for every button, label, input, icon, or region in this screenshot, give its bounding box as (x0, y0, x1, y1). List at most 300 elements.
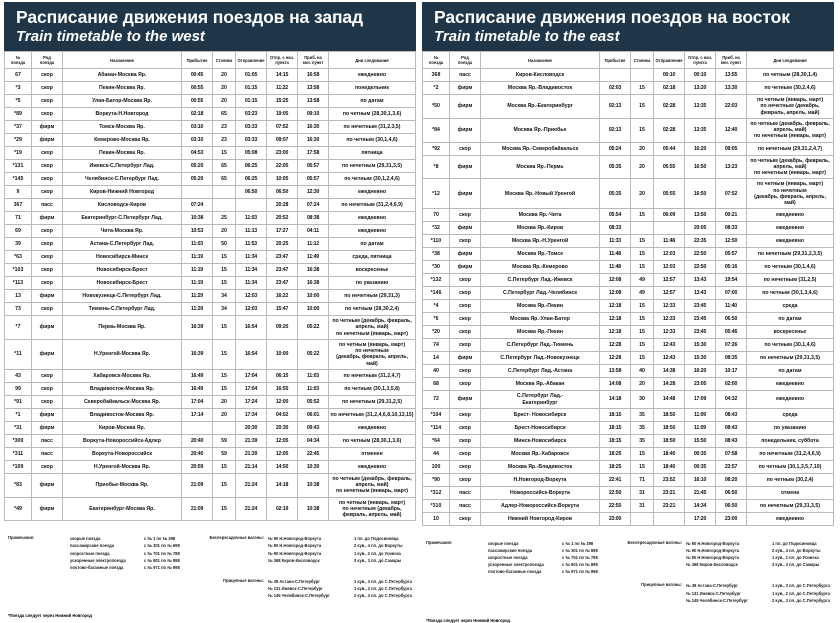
cell-train-number: 368 (423, 69, 450, 82)
through-cars-detail: 2 кув., 4 пл. до Воркуты (354, 543, 403, 549)
cell-arrive-final: 09:43 (298, 421, 329, 434)
cell-days: ежедневно (329, 225, 416, 238)
cell-arrive-final: 07:26 (716, 339, 747, 352)
cell-departure: 18:40 (654, 447, 685, 460)
cell-arrive-final: 04:11 (298, 225, 329, 238)
cell-departure: 21:24 (236, 473, 267, 497)
cell-destination: Пекин-Москва Яр. (63, 147, 182, 160)
table-row[interactable] (5, 121, 416, 134)
cell-train-number: *114 (423, 421, 450, 434)
cell-train-number: 71 (5, 212, 32, 225)
cell-days: по четным (30,1,2,4,6) (329, 173, 416, 186)
through-cars-train: № 90 Н.Новгород-Воркута (268, 550, 322, 556)
cell-arrival: 20:40 (182, 434, 213, 447)
legend-row (70, 535, 194, 542)
cell-destination: Пермь-Москва Яр. (63, 316, 182, 340)
cell-departure: 12:57 (654, 287, 685, 300)
cell-days: по четным (30,1,3,5,8) (329, 382, 416, 395)
col-departure: Отправление (236, 52, 267, 69)
cell-arrival: 02:18 (182, 108, 213, 121)
attached-cars-rows (268, 578, 416, 599)
cell-train-number: *38 (423, 248, 450, 261)
table-row[interactable] (5, 460, 416, 473)
cell-train-kind: скор (450, 434, 481, 447)
legend-row-type: пассажирские поезда (488, 547, 532, 553)
cell-arrival: 12:18 (600, 313, 631, 326)
table-row[interactable] (423, 408, 834, 421)
cell-stop: 71 (631, 473, 654, 486)
table-row[interactable] (5, 447, 416, 460)
table-row[interactable] (5, 303, 416, 316)
cell-depart-origin: 16:50 (685, 155, 716, 179)
attached-cars-train: № 131 Ижевск-С.Петербург (268, 586, 323, 592)
cell-arrive-final: 08:33 (716, 222, 747, 235)
table-row[interactable] (423, 339, 834, 352)
table-row[interactable] (423, 378, 834, 391)
cell-arrive-final: 10:17 (716, 365, 747, 378)
cell-days: по нечетным (29,31,2,4,7) (747, 142, 834, 155)
cell-departure: 14:48 (654, 391, 685, 408)
cell-arrive-final: 05:22 (298, 339, 329, 369)
cell-train-number: *104 (423, 408, 450, 421)
cell-arrival: 02:13 (600, 118, 631, 142)
cell-depart-origin: 11:22 (267, 82, 298, 95)
cell-arrival: 10:38 (182, 212, 213, 225)
cell-train-kind: фирм (450, 391, 481, 408)
cell-arrive-final: 12:30 (298, 186, 329, 199)
cell-stop: 23 (213, 134, 236, 147)
through-cars-row (686, 540, 834, 547)
cell-days: ежедневно (747, 235, 834, 248)
cell-destination: Брест- Новосибирск (481, 408, 600, 421)
cell-destination: С.Петербург Лад.- Екатеринбург (481, 391, 600, 408)
cell-departure: 17:34 (236, 408, 267, 421)
cell-departure: 18:50 (654, 434, 685, 447)
cell-arrival: 03:10 (182, 121, 213, 134)
table-row[interactable] (423, 274, 834, 287)
table-row[interactable] (5, 316, 416, 340)
cell-depart-origin: 06:15 (267, 369, 298, 382)
cell-train-number: 100 (423, 460, 450, 473)
timetable-east-body (423, 69, 834, 526)
cell-arrival (182, 421, 213, 434)
cell-destination: Новороссийск-Воркута (481, 486, 600, 499)
cell-train-kind: скор (450, 287, 481, 300)
cell-destination: Воркута-Н.Новгород (63, 108, 182, 121)
cell-train-number: *20 (423, 326, 450, 339)
cell-days: по указанию (329, 277, 416, 290)
cell-arrival: 16:49 (182, 382, 213, 395)
cell-departure (654, 512, 685, 525)
through-cars-row (268, 542, 416, 549)
table-row[interactable] (423, 486, 834, 499)
cell-stop: 34 (213, 303, 236, 316)
cell-destination: Новосибирск-Минск (63, 251, 182, 264)
table-row[interactable] (423, 222, 834, 235)
cell-train-number: 99 (5, 382, 32, 395)
cell-departure (654, 222, 685, 235)
cell-train-kind: фирм (32, 473, 63, 497)
cell-train-kind: скор (32, 382, 63, 395)
table-row[interactable] (5, 290, 416, 303)
table-row[interactable] (5, 264, 416, 277)
table-row[interactable] (5, 473, 416, 497)
cell-arrive-final: 16:58 (298, 69, 329, 82)
table-row[interactable] (423, 261, 834, 274)
cell-arrive-final: 08:35 (716, 352, 747, 365)
table-row[interactable] (423, 512, 834, 525)
cell-stop: 15 (631, 248, 654, 261)
banner-subtitle-west: Train timetable to the west (16, 28, 205, 46)
table-row[interactable] (423, 235, 834, 248)
cell-departure: 12:03 (236, 290, 267, 303)
cell-destination: Н.Уренгой-Москва Яр. (63, 460, 182, 473)
table-row[interactable] (5, 95, 416, 108)
cell-days: пятница (329, 147, 416, 160)
cell-train-number: *31 (5, 421, 32, 434)
cell-depart-origin: 16:20 (685, 142, 716, 155)
table-row[interactable] (423, 460, 834, 473)
table-row[interactable] (5, 186, 416, 199)
table-row[interactable] (5, 238, 416, 251)
banner-title-east: Расписание движения поездов на восток (434, 7, 790, 27)
cell-destination: Москва Яр.-Абакан (481, 378, 600, 391)
cell-days: воскресенье (747, 326, 834, 339)
cell-arrival: 13:58 (600, 365, 631, 378)
legend-rows (70, 535, 194, 571)
cell-arrival: 11:33 (600, 235, 631, 248)
cell-arrival: 22:50 (600, 499, 631, 512)
table-row[interactable] (423, 391, 834, 408)
cell-stop: 15 (631, 235, 654, 248)
cell-departure: 06:25 (236, 173, 267, 186)
cell-arrival: 16:39 (182, 339, 213, 369)
cell-departure: 12:33 (654, 300, 685, 313)
cell-stop: 15 (631, 261, 654, 274)
cell-train-kind: скор (32, 264, 63, 277)
cell-arrive-final: 05:16 (716, 261, 747, 274)
cell-train-number: *3 (5, 82, 32, 95)
legend-row-type: почтово-багажные поезда (488, 569, 542, 575)
cell-departure: 21:39 (236, 434, 267, 447)
legend-row-type: ускоренные электропоезда (488, 562, 544, 568)
cell-arrival: 12:08 (600, 274, 631, 287)
cell-train-kind: скор (450, 339, 481, 352)
cell-stop: 15 (213, 339, 236, 369)
cell-stop: 15 (213, 251, 236, 264)
cell-stop: 15 (213, 264, 236, 277)
table-row[interactable] (5, 395, 416, 408)
cell-days: ежедневно (329, 421, 416, 434)
cell-arrive-final: 16:30 (298, 134, 329, 147)
cell-arrive-final: 12:40 (716, 118, 747, 142)
cell-destination: С.Петербург Лад.-Астана (481, 365, 600, 378)
cell-arrival: 16:39 (182, 316, 213, 340)
cell-stop: 15 (213, 473, 236, 497)
cell-departure: 03:23 (236, 108, 267, 121)
cell-depart-origin: 10:00 (267, 339, 298, 369)
table-row[interactable] (423, 499, 834, 512)
cell-stop: 15 (631, 447, 654, 460)
cell-arrival: 11:19 (182, 264, 213, 277)
cell-stop: 15 (631, 118, 654, 142)
table-row[interactable] (423, 287, 834, 300)
table-row[interactable] (5, 434, 416, 447)
table-row[interactable] (5, 251, 416, 264)
cell-arrive-final: 02:00 (716, 378, 747, 391)
cell-days: по четным (28,30,1,3,6) (329, 108, 416, 121)
legend-row-range: с № 701 по № 788 (562, 555, 598, 561)
table-row[interactable] (423, 447, 834, 460)
cell-arrival: 17:04 (182, 395, 213, 408)
cell-stop (631, 222, 654, 235)
table-row[interactable] (5, 497, 416, 521)
attached-cars-detail: 2 кув., 3 пл. до С.Петербурга (772, 597, 830, 603)
cell-depart-origin: 23:47 (267, 251, 298, 264)
cell-train-kind: скор (32, 251, 63, 264)
cell-train-number: *145 (5, 173, 32, 186)
table-row[interactable] (423, 155, 834, 179)
cell-departure: 03:33 (236, 121, 267, 134)
legend-row (70, 550, 194, 557)
cell-arrival: 03:10 (182, 134, 213, 147)
cell-stop: 65 (213, 108, 236, 121)
cell-departure: 16:54 (236, 339, 267, 369)
cell-depart-origin: 16:55 (267, 382, 298, 395)
cell-depart-origin: 22:35 (685, 235, 716, 248)
attached-cars-block (612, 582, 834, 603)
cell-destination: С.Петербург Лад.-Челябинск (481, 287, 600, 300)
cell-days: ежедневно (747, 378, 834, 391)
legend-row-range: с № 1 по № 298 (144, 536, 176, 542)
table-row[interactable] (5, 421, 416, 434)
cell-arrive-final: 04:32 (716, 391, 747, 408)
cell-train-number: *310 (423, 499, 450, 512)
cell-train-kind: фирм (450, 118, 481, 142)
cell-stop: 15 (213, 147, 236, 160)
table-row[interactable] (423, 421, 834, 434)
through-cars-detail: 1 кув., 2 пл. до Усинска (772, 555, 819, 561)
table-row[interactable] (5, 160, 416, 173)
cell-arrive-final: 13:23 (716, 155, 747, 179)
cell-arrival: 20:59 (182, 460, 213, 473)
cell-train-kind: скор (32, 238, 63, 251)
col-depart-origin: Отпр. с нач. пункта (685, 52, 716, 69)
cell-arrive-final: 06:01 (298, 408, 329, 421)
table-row[interactable] (5, 147, 416, 160)
table-row[interactable] (423, 179, 834, 209)
cell-departure: 12:33 (654, 313, 685, 326)
cell-destination: Москва Яр.-Кемерово (481, 261, 600, 274)
cell-stop: 31 (631, 486, 654, 499)
table-row[interactable] (423, 326, 834, 339)
cell-arrive-final: 23:57 (716, 460, 747, 473)
timetable-west-head (5, 52, 416, 69)
cell-departure: 11:34 (236, 264, 267, 277)
attached-cars-detail: 1 кув., 2 пл. до С.Петербурга (354, 586, 412, 592)
cell-departure: 17:04 (236, 382, 267, 395)
table-row[interactable] (423, 352, 834, 365)
cell-days: по нечетным (29,31,3,5) (747, 352, 834, 365)
cell-train-kind: фирм (32, 134, 63, 147)
cell-departure: 11:48 (654, 235, 685, 248)
cell-train-number: *309 (5, 434, 32, 447)
table-row[interactable] (5, 369, 416, 382)
cell-arrive-final: 16:38 (298, 264, 329, 277)
col-stop-duration: Стоянка (631, 52, 654, 69)
cell-train-kind: фирм (450, 95, 481, 119)
cell-days: понедельник, суббота (747, 434, 834, 447)
cell-train-kind: скор (32, 303, 63, 316)
cell-arrive-final: 13:55 (716, 69, 747, 82)
cell-depart-origin: 09:07 (267, 134, 298, 147)
table-row[interactable] (423, 300, 834, 313)
table-row[interactable] (423, 82, 834, 95)
cell-arrival (182, 186, 213, 199)
cell-stop (213, 199, 236, 212)
attached-cars-detail: 2 кув., 3 пл. до С.Петербурга (354, 593, 412, 599)
cell-arrival: 16:49 (182, 369, 213, 382)
cell-train-number: *146 (423, 287, 450, 300)
cell-arrive-final: 11:40 (716, 300, 747, 313)
notes-west (4, 535, 416, 601)
cell-train-number: *8 (423, 155, 450, 179)
cell-depart-origin: 14:15 (267, 69, 298, 82)
cell-train-number: 74 (423, 339, 450, 352)
cell-stop: 20 (213, 82, 236, 95)
cell-train-kind: пасс (32, 434, 63, 447)
cell-days: ежедневно (329, 212, 416, 225)
cell-stop: 15 (631, 460, 654, 473)
cell-destination: Екатеринбург-Москва Яр. (63, 497, 182, 521)
through-cars-block (612, 540, 834, 569)
table-row[interactable] (423, 473, 834, 486)
cell-depart-origin: 00:10 (685, 69, 716, 82)
table-row[interactable] (423, 365, 834, 378)
table-row[interactable] (5, 82, 416, 95)
cell-stop: 20 (631, 378, 654, 391)
table-row[interactable] (5, 212, 416, 225)
cell-stop: 15 (213, 369, 236, 382)
cell-days: по нечетным (31,2,4,6,9) (747, 447, 834, 460)
cell-destination: Н.Уренгой-Москва Яр. (63, 339, 182, 369)
through-cars-detail: 1 пл. до Подосиновца (354, 536, 399, 542)
cell-depart-origin: 20:28 (267, 199, 298, 212)
cell-destination: Новокузнецк-С.Петербург Лад. (63, 290, 182, 303)
cell-arrive-final: 11:03 (298, 369, 329, 382)
table-row[interactable] (423, 248, 834, 261)
cell-destination: Москва Яр.-Пермь (481, 155, 600, 179)
cell-days: по нечетным (29,31,2,5) (329, 395, 416, 408)
cell-destination: Москва Яр.-Владивосток (481, 460, 600, 473)
legend-row-range: с № 971 по № 998 (144, 564, 180, 570)
cell-depart-origin: 04:02 (267, 408, 298, 421)
cell-train-number: 70 (423, 209, 450, 222)
cell-departure: 11:53 (236, 238, 267, 251)
table-row[interactable] (5, 382, 416, 395)
table-row[interactable] (423, 434, 834, 447)
cell-destination: Москва Яр.-Новый Уренгой (481, 179, 600, 209)
cell-train-kind: фирм (32, 339, 63, 369)
table-row[interactable] (5, 339, 416, 369)
cell-departure: 01:05 (236, 69, 267, 82)
table-row[interactable] (423, 313, 834, 326)
cell-arrive-final: 08:38 (298, 212, 329, 225)
cell-departure: 02:18 (654, 82, 685, 95)
cell-train-kind: фирм (450, 222, 481, 235)
legend-rows (488, 540, 612, 576)
table-row[interactable] (423, 95, 834, 119)
cell-arrival: 11:19 (182, 277, 213, 290)
cell-departure: 16:54 (236, 316, 267, 340)
cell-arrival: 00:45 (182, 69, 213, 82)
cell-departure: 00:10 (654, 69, 685, 82)
cell-stop: 59 (213, 447, 236, 460)
cell-train-kind: скор (450, 274, 481, 287)
table-row[interactable] (423, 118, 834, 142)
cell-departure: 18:50 (654, 421, 685, 434)
cell-stop: 15 (213, 497, 236, 521)
cell-destination: Астана-С.Петербург Лад. (63, 238, 182, 251)
table-row[interactable] (5, 69, 416, 82)
legend-row-type: ускоренные электропоезда (70, 557, 126, 563)
legend-row-range: с № 701 по № 788 (144, 550, 180, 556)
legend-row-type: скорые поезда (488, 540, 519, 546)
cell-destination: Киров-Нижний Новгород (63, 186, 182, 199)
cell-arrival: 11:03 (182, 238, 213, 251)
table-row[interactable] (5, 134, 416, 147)
cell-days: по четным (30,1,4,6) (329, 134, 416, 147)
cell-arrival: 14:18 (600, 391, 631, 408)
cell-departure: 05:44 (654, 142, 685, 155)
table-row[interactable] (5, 199, 416, 212)
cell-train-number: 39 (5, 238, 32, 251)
cell-depart-origin: 17:20 (685, 512, 716, 525)
cell-departure: 14:28 (654, 378, 685, 391)
table-row[interactable] (5, 225, 416, 238)
table-row[interactable] (423, 69, 834, 82)
cell-depart-origin: 14:50 (267, 460, 298, 473)
cell-train-number: 43 (5, 369, 32, 382)
table-row[interactable] (5, 108, 416, 121)
table-row[interactable] (423, 209, 834, 222)
cell-arrival: 10:53 (182, 225, 213, 238)
through-cars-row (686, 554, 834, 561)
cell-departure: 02:28 (654, 95, 685, 119)
cell-train-number: 67 (5, 69, 32, 82)
cell-departure: 17:04 (236, 369, 267, 382)
cell-arrive-final: 11:49 (298, 251, 329, 264)
table-row[interactable] (5, 173, 416, 186)
cell-destination: Чита-Москва Яр. (63, 225, 182, 238)
table-row[interactable] (5, 408, 416, 421)
table-row[interactable] (5, 277, 416, 290)
cell-arrival: 23:00 (600, 512, 631, 525)
attached-cars-row (686, 582, 834, 589)
cell-arrival: 00:55 (182, 95, 213, 108)
cell-train-kind: фирм (450, 82, 481, 95)
notes-legend-west (8, 535, 194, 601)
cell-depart-origin: 20:30 (267, 421, 298, 434)
cell-destination: Воркута-Новороссийск (63, 447, 182, 460)
cell-departure: 17:24 (236, 395, 267, 408)
legend-row-range: с № 971 по № 998 (562, 569, 598, 575)
cell-days: по нечетным (31,2,4,6,8,10,13,15) (329, 408, 416, 421)
cell-train-kind: скор (450, 365, 481, 378)
timetable-east-head (423, 52, 834, 69)
table-row[interactable] (423, 142, 834, 155)
cell-days: по четным (30,1,3,4,6) (747, 287, 834, 300)
